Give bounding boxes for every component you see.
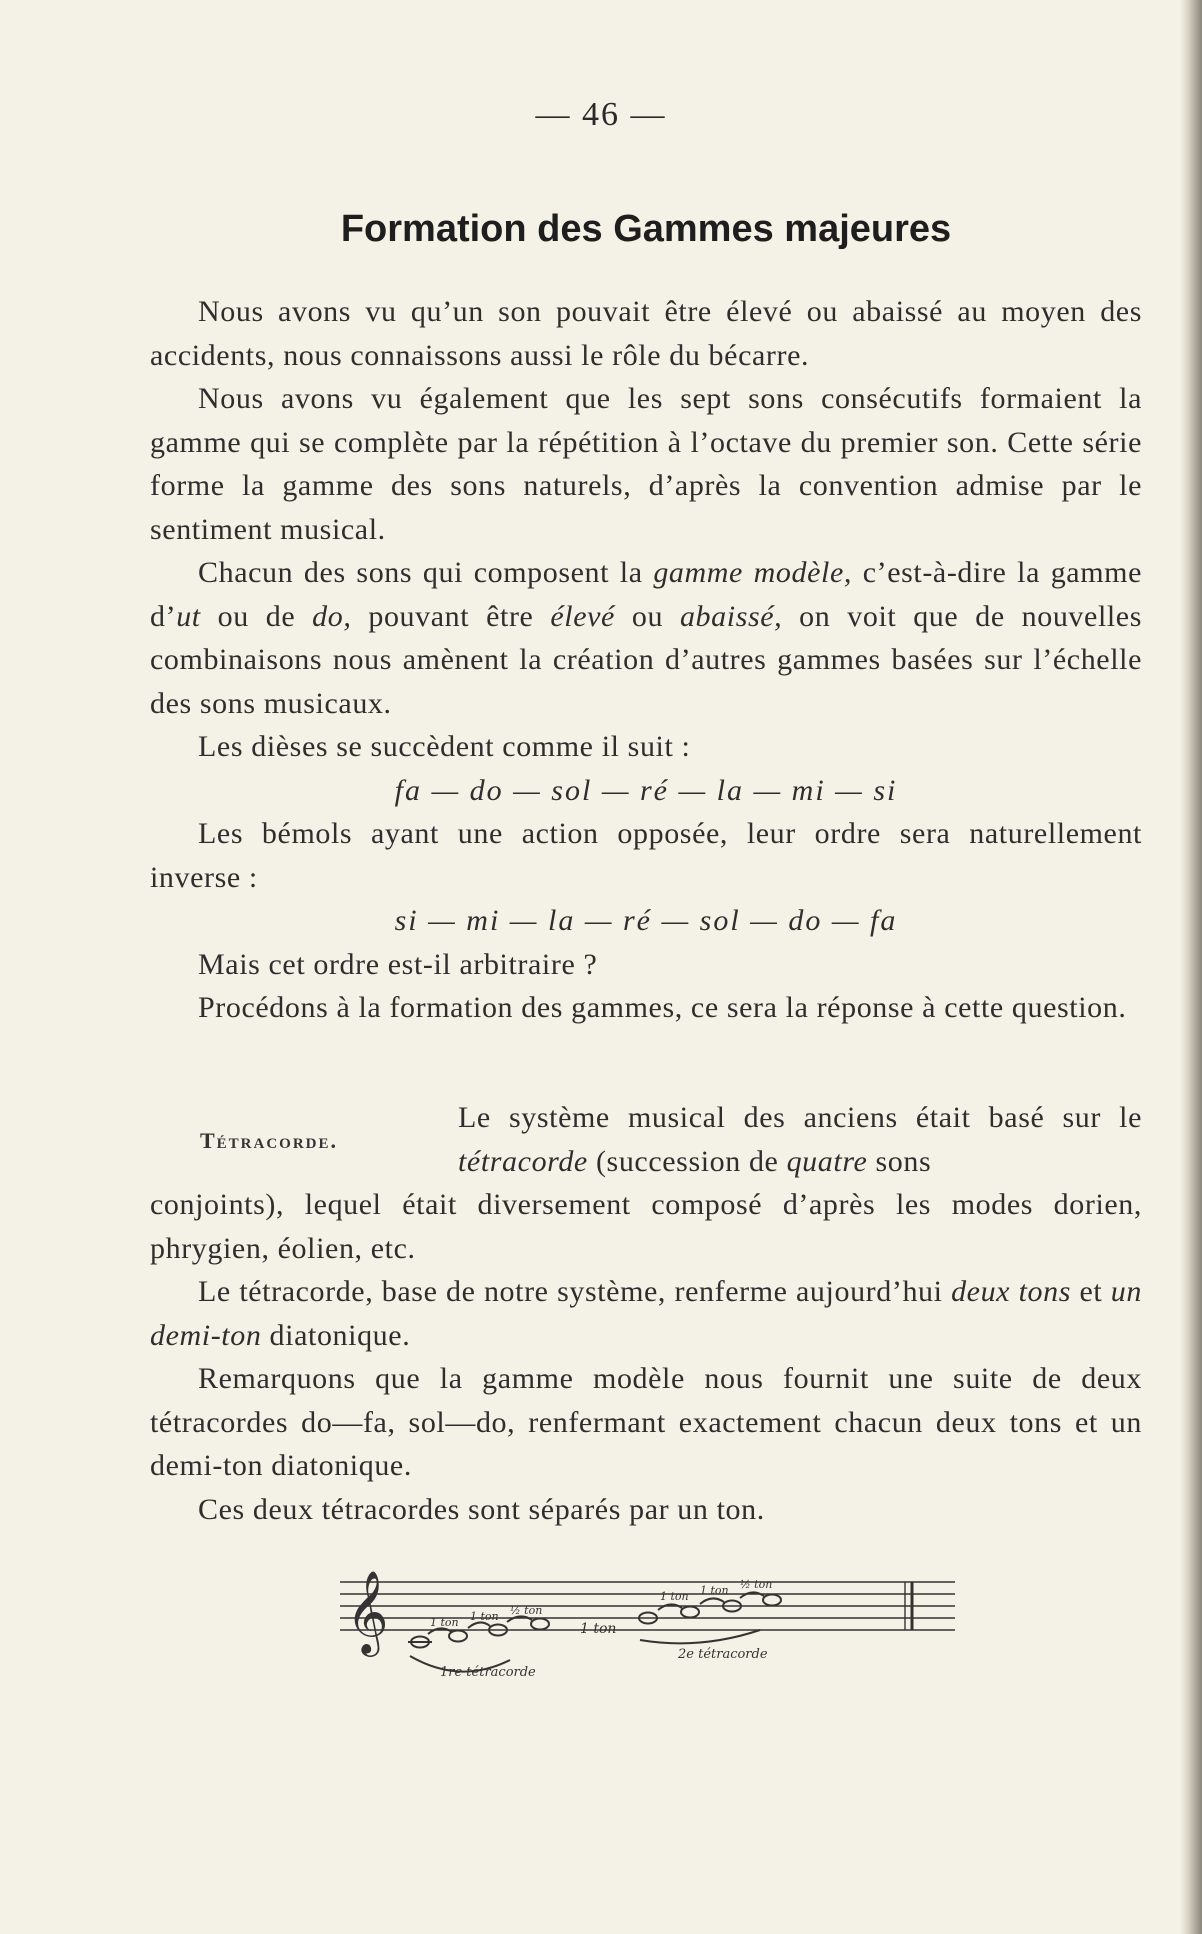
note-fa xyxy=(531,1619,549,1630)
label-half-2: ½ ton xyxy=(740,1578,773,1591)
paragraph-question: Mais cet ordre est-il arbitraire ? xyxy=(198,947,598,981)
paragraph-accidents: Nous avons vu qu’un son pouvait être élevé ou abaissé au moyen des accidents, nous connaissons aussi le rôle du bécarre. xyxy=(150,295,1142,372)
paragraph-deux-tetracordes: Remarquons que la gamme modèle nous fournit une suite de deux tétracordes do—fa, sol—do, renfermant exactement chacun deux tons et un demi-ton diatonique. xyxy=(150,1362,1142,1482)
side-heading-tetracorde: Tétracorde. xyxy=(200,1128,339,1153)
label-ton-mid: 1 ton xyxy=(580,1621,617,1637)
paragraph-tetracorde-base: Le tétracorde, base de notre système, renferme aujourd’hui deux tons et un demi-ton diatonique. xyxy=(150,1275,1142,1352)
paragraph-gamme-naturelle: Nous avons vu également que les sept sons consécutifs formaient la gamme qui se complète par la répétition à l’octave du premier son. Cette série forme la gamme des sons naturels, d’après la convention admise par le sentiment musical. xyxy=(150,382,1142,546)
body-text-2 xyxy=(150,1183,1142,1531)
label-ton-3: 1 ton xyxy=(660,1590,689,1603)
paragraph-gamme-modele: Chacun des sons qui composent la gamme modèle, c’est-à-dire la gamme d’ut ou de do, pouvant être élevé ou abaissé, on voit que de nouvelles combinaisons nous amènent la création d’autres gammes basées sur l’échelle des sons musicaux. xyxy=(150,556,1143,720)
paragraph-dieses-intro: Les dièses se succèdent comme il suit : xyxy=(198,730,691,763)
paragraph-bemols-intro: Les bémols ayant une action opposée, leur ordre sera naturellement inverse : xyxy=(150,817,1142,894)
paragraph-tetracorde-cont: conjoints), lequel était diversement composé d’après les modes dorien, phrygien, éolien, etc. xyxy=(150,1188,1142,1265)
music-staff-svg xyxy=(340,1560,960,1700)
page-edge-shadow xyxy=(1180,0,1202,1934)
dieses-order: fa — do — sol — ré — la — mi — si xyxy=(394,773,898,807)
page-number: — 46 — xyxy=(535,96,667,133)
label-tetracorde-2: 2e tétracorde xyxy=(678,1647,768,1662)
music-staff-figure xyxy=(340,1560,960,1700)
label-ton-1: 1 ton xyxy=(430,1616,459,1629)
page-title: Formation des Gammes majeures xyxy=(340,208,952,250)
label-ton-4: 1 ton xyxy=(700,1584,729,1597)
label-tetracorde-1: 1re tétracorde xyxy=(440,1665,536,1680)
note-la xyxy=(681,1607,699,1618)
paragraph-answer: Procédons à la formation des gammes, ce sera la réponse à cette question. xyxy=(198,991,1127,1024)
label-ton-2: 1 ton xyxy=(470,1610,499,1623)
bemols-order: si — mi — la — ré — sol — do — fa xyxy=(394,904,898,937)
paragraph-separes: Ces deux tétracordes sont séparés par un ton. xyxy=(198,1492,765,1526)
treble-clef-icon: 𝄞 xyxy=(346,1569,389,1653)
body-text-1 xyxy=(150,290,1142,1030)
tetracorde-intro: Le système musical des anciens était basé sur le tétracorde (succession de quatre sons xyxy=(458,1101,1142,1178)
label-half-1: ½ ton xyxy=(510,1604,543,1617)
note-do-aigu xyxy=(763,1595,781,1606)
